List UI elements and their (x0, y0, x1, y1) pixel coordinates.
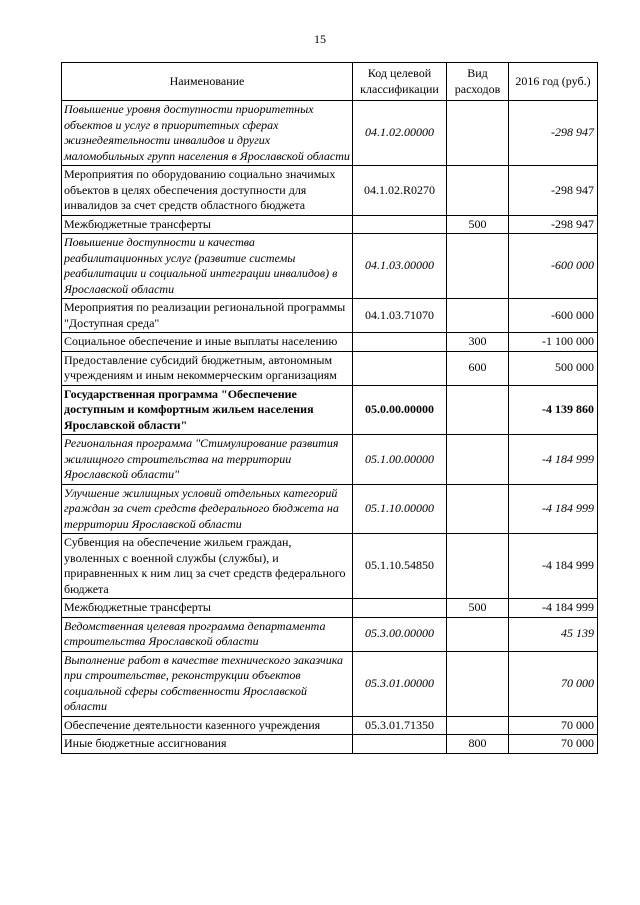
cell-code: 05.1.00.00000 (353, 435, 447, 485)
cell-amount: -298 947 (509, 166, 598, 216)
table-row (62, 234, 598, 299)
cell-name: Улучшение жилищных условий отдельных категорий граждан за счет средств федерального бюджета на территории Ярославской области (62, 484, 353, 534)
table-row (62, 716, 598, 735)
cell-type (447, 101, 509, 166)
cell-name: Предоставление субсидий бюджетным, автономным учреждениям и иным некоммерческим организациям (62, 351, 353, 385)
cell-code: 04.1.02.00000 (353, 101, 447, 166)
cell-code (353, 333, 447, 352)
cell-name: Мероприятия по оборудованию социально значимых объектов в целях обеспечения доступности для инвалидов за счет средств областного бюджета (62, 166, 353, 216)
cell-type (447, 385, 509, 435)
cell-amount: -298 947 (509, 101, 598, 166)
cell-amount: -1 100 000 (509, 333, 598, 352)
cell-name: Ведомственная целевая программа департамента строительства Ярославской области (62, 617, 353, 651)
header-code: Код целевой классификации (353, 63, 447, 101)
cell-amount: -4 139 860 (509, 385, 598, 435)
cell-code: 05.1.10.00000 (353, 484, 447, 534)
cell-name: Обеспечение деятельности казенного учреждения (62, 716, 353, 735)
cell-amount: -298 947 (509, 215, 598, 234)
cell-code: 05.1.10.54850 (353, 534, 447, 599)
cell-name: Субвенция на обеспечение жильем граждан, уволенных с военной службы (службы), и приравненных к ним лиц за счет средств федерального бюджета (62, 534, 353, 599)
cell-code: 04.1.03.00000 (353, 234, 447, 299)
cell-name: Региональная программа "Стимулирование развития жилищного строительства на территории Ярославской области" (62, 435, 353, 485)
cell-amount: 70 000 (509, 716, 598, 735)
cell-type (447, 435, 509, 485)
cell-type (447, 166, 509, 216)
cell-amount: 500 000 (509, 351, 598, 385)
cell-amount: -4 184 999 (509, 599, 598, 618)
table-row (62, 617, 598, 651)
cell-code: 05.3.01.00000 (353, 651, 447, 716)
cell-amount: -4 184 999 (509, 484, 598, 534)
cell-type (447, 617, 509, 651)
cell-name: Выполнение работ в качестве технического заказчика при строительстве, реконструкции объектов социальной сферы собственности Ярославской области (62, 651, 353, 716)
page-number: 15 (314, 32, 326, 46)
table-row (62, 215, 598, 234)
cell-type (447, 234, 509, 299)
table-row (62, 651, 598, 716)
cell-type: 500 (447, 599, 509, 618)
cell-code: 04.1.03.71070 (353, 299, 447, 333)
cell-name: Мероприятия по реализации региональной программы "Доступная среда" (62, 299, 353, 333)
table-row (62, 534, 598, 599)
cell-name: Повышение доступности и качества реабилитационных услуг (развитие системы реабилитации и социальной интеграции инвалидов) в Ярославской области (62, 234, 353, 299)
cell-type: 300 (447, 333, 509, 352)
cell-amount: -600 000 (509, 234, 598, 299)
cell-amount: -600 000 (509, 299, 598, 333)
table-row (62, 599, 598, 618)
cell-name: Иные бюджетные ассигнования (62, 735, 353, 754)
cell-name: Повышение уровня доступности приоритетных объектов и услуг в приоритетных сферах жизнедеятельности инвалидов и других маломобильных групп населения в Ярославской области (62, 101, 353, 166)
table-row (62, 166, 598, 216)
cell-type: 600 (447, 351, 509, 385)
cell-code (353, 215, 447, 234)
cell-type (447, 716, 509, 735)
cell-name: Межбюджетные трансферты (62, 599, 353, 618)
cell-type: 500 (447, 215, 509, 234)
header-name: Наименование (62, 63, 353, 101)
cell-type (447, 651, 509, 716)
cell-amount: 70 000 (509, 735, 598, 754)
table-header-row (62, 63, 598, 101)
cell-code: 05.3.00.00000 (353, 617, 447, 651)
table-body (62, 101, 598, 754)
header-type: Вид расходов (447, 63, 509, 101)
cell-type (447, 484, 509, 534)
table-row (62, 333, 598, 352)
table-row (62, 735, 598, 754)
cell-code: 05.3.01.71350 (353, 716, 447, 735)
cell-amount: 45 139 (509, 617, 598, 651)
cell-name: Социальное обеспечение и иные выплаты населению (62, 333, 353, 352)
table-row (62, 101, 598, 166)
header-amount: 2016 год (руб.) (509, 63, 598, 101)
cell-code: 05.0.00.00000 (353, 385, 447, 435)
cell-code (353, 351, 447, 385)
cell-type (447, 534, 509, 599)
cell-code (353, 599, 447, 618)
cell-name: Межбюджетные трансферты (62, 215, 353, 234)
cell-type (447, 299, 509, 333)
table-row (62, 435, 598, 485)
cell-code (353, 735, 447, 754)
table-row (62, 351, 598, 385)
table-row (62, 484, 598, 534)
cell-type: 800 (447, 735, 509, 754)
cell-amount: -4 184 999 (509, 435, 598, 485)
cell-code: 04.1.02.R0270 (353, 166, 447, 216)
cell-amount: -4 184 999 (509, 534, 598, 599)
table-row (62, 299, 598, 333)
table-row (62, 385, 598, 435)
budget-table (61, 62, 598, 754)
cell-name: Государственная программа "Обеспечение доступным и комфортным жильем населения Ярославской области" (62, 385, 353, 435)
cell-amount: 70 000 (509, 651, 598, 716)
